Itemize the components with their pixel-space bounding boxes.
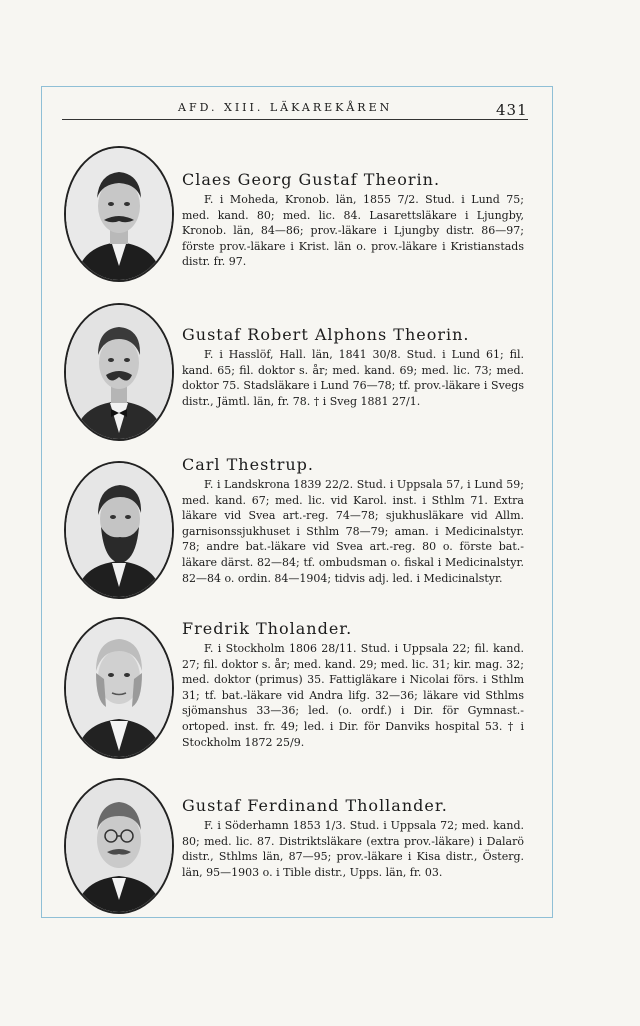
header-rule xyxy=(62,119,528,120)
person-biography: F. i Landskrona 1839 22/2. Stud. i Uppsala 57, i Lund 59; med. kand. 67; med. lic. vid Karol. inst. i Sthlm 71. Extra läkare vid Svea art.-reg. 74—78; sjukhusläkare vid Allm. garnisonssjukhuset i Sthlm 78—79; aman. i Medicinalstyr. 78; andre bat.-läkare vid Svea art.-reg. 80 o. förste bat.-läkare därst. 82—84; tf. ombudsman o. fiskal i Medicinalstyr. 82—84 o. ordin. 84—1904; tidvis adj. led. i Medicinalstyr. xyxy=(182,478,524,585)
portrait-man-bowtie-icon xyxy=(66,305,172,439)
person-name: Fredrik Tholander. xyxy=(182,619,353,638)
portrait-photo xyxy=(64,146,174,282)
person-name: Claes Georg Gustaf Theorin. xyxy=(182,170,441,189)
person-name: Gustaf Ferdinand Thollander. xyxy=(182,796,448,815)
person-biography: F. i Söderhamn 1853 1/3. Stud. i Uppsala 72; med. kand. 80; med. lic. 87. Distriktsläkare (extra prov.-läkare) i Dalarö distr., Sthlms län, 87—95; prov.-läkare i Kisa distr., Österg. län, 95—1903 o. i Tible distr., Upps. län, fr. 03. xyxy=(182,819,524,879)
portrait-photo xyxy=(64,303,174,441)
person-biography: F. i Stockholm 1806 28/11. Stud. i Uppsala 22; fil. kand. 27; fil. doktor s. år; med. kand. 29; med. lic. 31; kir. mag. 32; med. doktor (primus) 35. Fattigläkare i Nicolai förs. i Sthlm 31; tf. bat.-läkare vid Andra lifg. 32—36; läkare vid Sthlms sjömanshus 33—36; led. (o. ordf.) i Dir. för Gymnast.-ortoped. inst. fr. 49; led. i Dir. för Danviks hospital 53. † i Stockholm 1872 25/9. xyxy=(182,642,524,749)
person-name: Carl Thestrup. xyxy=(182,455,314,474)
page-number: 431 xyxy=(496,101,528,119)
portrait-man-beard-icon xyxy=(66,463,172,597)
portrait-photo xyxy=(64,778,174,914)
portrait-man-sideburns-icon xyxy=(66,619,172,757)
person-biography: F. i Hasslöf, Hall. län, 1841 30/8. Stud. i Lund 61; fil. kand. 65; fil. doktor s. år; med. kand. 69; med. lic. 73; med. doktor 75. Stadsläkare i Lund 76—78; tf. prov.-läkare i Svegs distr., Jämtl. län, fr. 78. † i Sveg 1881 27/1. xyxy=(182,348,524,408)
portrait-photo xyxy=(64,461,174,599)
running-header: AFD. XIII. LÄKAREKÅREN xyxy=(178,101,393,114)
person-biography: F. i Moheda, Kronob. län, 1855 7/2. Stud. i Lund 75; med. kand. 80; med. lic. 84. Lasarettsläkare i Ljungby, Kronob. län, 84—86; prov.-läkare i Ljungby distr. 86—97; förste prov.-läkare i Krist. län o. prov.-läkare i Kristianstads distr. fr. 97. xyxy=(182,193,524,269)
portrait-photo xyxy=(64,617,174,759)
portrait-man-spectacles-icon xyxy=(66,780,172,912)
portrait-man-moustache-icon xyxy=(66,148,172,280)
person-name: Gustaf Robert Alphons Theorin. xyxy=(182,325,470,344)
